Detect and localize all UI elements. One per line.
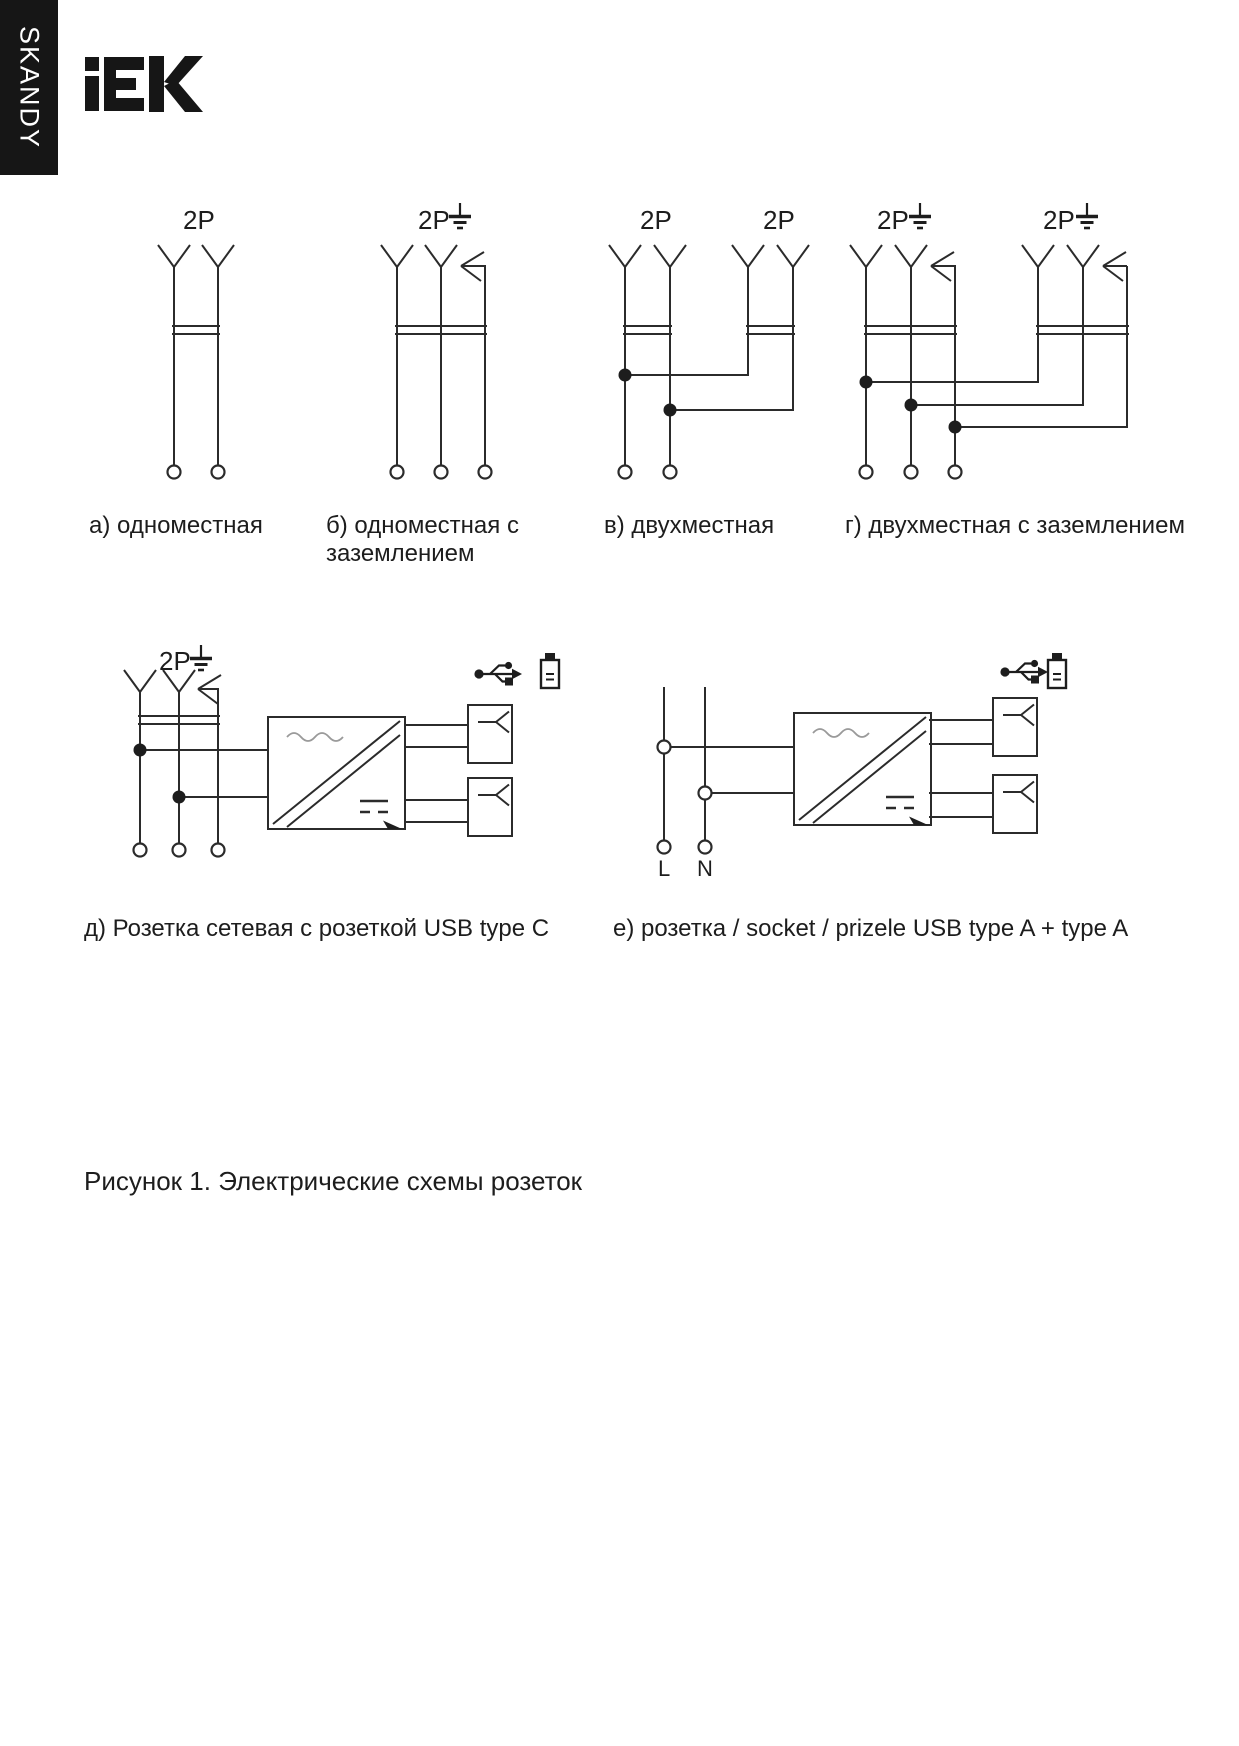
ac-dc-converter-box <box>268 717 405 829</box>
socket-contact-icon <box>478 712 509 733</box>
diagram-d-socket-usb-c <box>124 653 559 857</box>
earth-ground-icon <box>190 645 212 670</box>
pole-label-g1: 2P <box>877 205 909 235</box>
caption-e: е) розетка / socket / prizele USB type A + type A <box>613 915 1129 942</box>
terminal-label-neutral: N <box>697 856 713 881</box>
terminal-label-line: L <box>658 856 671 881</box>
earth-ground-icon <box>449 203 471 228</box>
diagram-v-double-socket <box>609 245 809 479</box>
pole-label-d: 2P <box>159 646 191 676</box>
caption-b-line2: заземлением <box>326 540 475 567</box>
earth-ground-icon <box>909 203 931 228</box>
pole-label-b: 2P <box>418 205 450 235</box>
usb-icon <box>474 662 522 686</box>
ac-dc-converter-box <box>794 713 931 825</box>
caption-d: д) Розетка сетевая с розеткой USB type C <box>84 915 550 942</box>
pole-label-v1: 2P <box>640 205 672 235</box>
diagram-a-single-socket <box>158 245 234 479</box>
socket-contact-icon <box>1003 782 1034 803</box>
socket-contact-icon <box>1003 705 1034 726</box>
earth-ground-icon <box>1076 203 1098 228</box>
pole-label-g2: 2P <box>1043 205 1075 235</box>
caption-a: а) одноместная <box>89 512 263 539</box>
battery-icon <box>1048 653 1066 688</box>
usb-icon <box>1000 660 1048 684</box>
pole-label-v2: 2P <box>763 205 795 235</box>
pole-label-a: 2P <box>183 205 215 235</box>
figure-caption: Рисунок 1. Электрические схемы розеток <box>84 1166 583 1196</box>
diagram-g-double-socket-earthed <box>850 245 1129 479</box>
caption-g: г) двухместная с заземлением <box>845 512 1185 539</box>
caption-v: в) двухместная <box>604 512 775 539</box>
brand-vertical-label: SKANDY <box>14 25 45 150</box>
caption-b-line1: б) одноместная с <box>326 512 519 539</box>
diagram-e-socket-usb-a <box>658 653 1067 854</box>
diagram-b-single-socket-earthed <box>381 245 492 479</box>
socket-contact-icon <box>478 785 509 806</box>
battery-icon <box>541 653 559 688</box>
